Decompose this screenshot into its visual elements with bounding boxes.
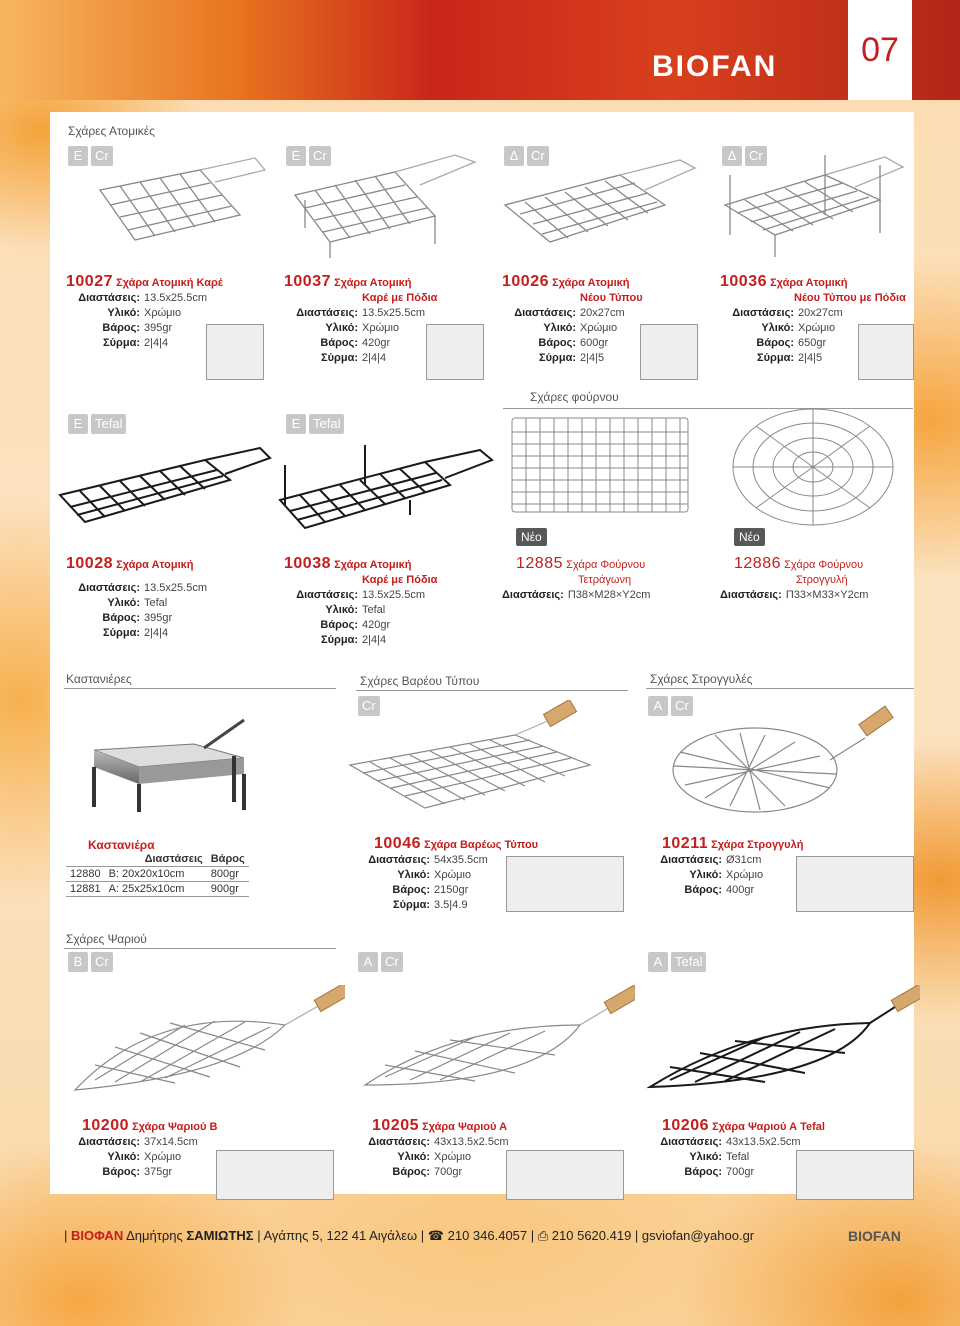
spec-label: Υλικό:: [107, 1151, 140, 1163]
spec-value: 600gr: [580, 337, 609, 349]
divider: [64, 688, 336, 689]
footer-brand: ΒΙΟΦΑΝ: [71, 1228, 124, 1243]
footer-email[interactable]: gsviofan@yahoo.gr: [641, 1228, 755, 1243]
grill-image-10200: [65, 985, 345, 1105]
spec-label: Σύρμα:: [393, 899, 430, 911]
badge-material: Cr: [91, 146, 113, 166]
product-name-line2: Τετράγωνη: [578, 574, 632, 586]
spec-value: 37x14.5cm: [144, 1136, 198, 1148]
spec-value: 900gr: [207, 882, 249, 897]
product-code: 12886: [734, 555, 781, 572]
spec-value: 43x13.5x2.5cm: [434, 1136, 509, 1148]
spec-label: Σύρμα:: [103, 627, 140, 639]
spec-value: Χρώμιο: [726, 869, 764, 881]
badge-material: Cr: [745, 146, 767, 166]
spec-label: Υλικό:: [689, 869, 722, 881]
badge-shape: B: [68, 952, 88, 972]
product-code: 10028: [66, 555, 113, 572]
spec-label: Υλικό:: [107, 307, 140, 319]
detail-thumbnail: [796, 1150, 914, 1200]
product-code: 10200: [82, 1117, 129, 1134]
spec-value: Tefal: [362, 604, 386, 616]
spec-value: Π38×Μ28×Υ2cm: [567, 589, 651, 601]
spec-value: 700gr: [726, 1166, 755, 1178]
product-name: Σχάρα Ατομική: [334, 559, 412, 571]
spec-label: Διαστάσεις:: [78, 582, 140, 594]
product-name-line2: Καρέ με Πόδια: [362, 292, 438, 304]
grill-image-10037: [285, 150, 485, 260]
spec-value: 54x35.5cm: [434, 854, 488, 866]
detail-thumbnail: [506, 1150, 624, 1200]
badge-material: Cr: [358, 696, 380, 716]
spec-label: Σύρμα:: [321, 352, 358, 364]
material-badge: [68, 952, 113, 972]
spec-value: 13.5x25.5cm: [362, 307, 425, 319]
section-title-vareos: Σχάρες Βαρέου Τύπου: [360, 674, 480, 688]
spec-value: 2|4|4: [362, 634, 387, 646]
phone-icon: ☎: [427, 1228, 444, 1243]
spec-label: Βάρος:: [102, 612, 140, 624]
spec-value: Χρώμιο: [434, 869, 472, 881]
spec-value: 2|4|5: [580, 352, 605, 364]
spec-value: 420gr: [362, 619, 391, 631]
product-name: Σχάρα Ψαριού Α Tefal: [712, 1121, 825, 1133]
product-code: 12885: [516, 555, 563, 572]
footer-address: Αγάπης 5, 122 41 Αιγάλεω: [263, 1228, 418, 1243]
footer-owner-last: ΣΑΜΙΩΤΗΣ: [186, 1228, 254, 1243]
material-badge: [68, 414, 126, 434]
detail-thumbnail: [640, 324, 698, 380]
spec-value: Ø31cm: [726, 854, 762, 866]
badge-material: Tefal: [671, 952, 706, 972]
spec-label: Υλικό:: [397, 869, 430, 881]
product-code: 10211: [662, 835, 709, 852]
badge-shape: Δ: [504, 146, 524, 166]
spec-label: Βάρος:: [320, 337, 358, 349]
product-10026: [502, 274, 643, 366]
spec-value: 395gr: [144, 322, 173, 334]
product-name-line2: Νέου Τύπου: [580, 292, 643, 304]
detail-thumbnail: [858, 324, 914, 380]
product-code: 10027: [66, 273, 113, 290]
badge-shape: E: [68, 146, 88, 166]
spec-label: Βάρος:: [102, 322, 140, 334]
spec-label: Διαστάσεις:: [368, 854, 430, 866]
spec-value: 400gr: [726, 884, 755, 896]
product-10037: [284, 274, 437, 366]
grill-image-10211: [660, 700, 910, 820]
spec-value: 20x27cm: [580, 307, 625, 319]
spec-label: Διαστάσεις:: [368, 1136, 430, 1148]
product-name-line2: Στρογγυλή: [796, 574, 848, 586]
grill-image-10026: [500, 150, 700, 260]
product-10211: [648, 836, 803, 898]
material-badge: [648, 952, 706, 972]
product-code: 10026: [502, 273, 549, 290]
badge-shape: A: [358, 952, 378, 972]
grill-image-10038: [270, 440, 500, 550]
spec-label: Υλικό:: [689, 1151, 722, 1163]
badge-material: Cr: [527, 146, 549, 166]
spec-value: 13.5x25.5cm: [144, 292, 207, 304]
spec-value: Tefal: [726, 1151, 750, 1163]
product-name: Καστανιέρα: [88, 838, 155, 852]
oven-rack-square-image: [506, 412, 696, 518]
detail-thumbnail: [206, 324, 264, 380]
spec-label: Σύρμα:: [539, 352, 576, 364]
badge-shape: E: [286, 146, 306, 166]
spec-value: A: 25x25x10cm: [105, 882, 207, 897]
product-code: 10206: [662, 1117, 709, 1134]
grill-image-10028: [55, 440, 275, 540]
spec-label: Υλικό:: [543, 322, 576, 334]
spec-value: 650gr: [798, 337, 827, 349]
product-code: 10037: [284, 273, 331, 290]
footer-owner-first: Δημήτρης: [126, 1228, 183, 1243]
section-title-psariou: Σχάρες Ψαριού: [66, 932, 147, 946]
grill-image-10036: [715, 145, 915, 265]
spec-value: 700gr: [434, 1166, 463, 1178]
spec-value: Π33×Μ33×Υ2cm: [785, 589, 869, 601]
badge-material: Cr: [309, 146, 331, 166]
spec-value: 20x27cm: [798, 307, 843, 319]
product-name: Σχάρα Φούρνου: [784, 559, 864, 571]
spec-value: 395gr: [144, 612, 173, 624]
badge-shape: Δ: [722, 146, 742, 166]
spec-value: Tefal: [144, 597, 168, 609]
product-name: Σχάρα Ατομική: [116, 559, 194, 571]
spec-value: Χρώμιο: [144, 307, 182, 319]
spec-label: Διαστάσεις:: [732, 307, 794, 319]
spec-label: Υλικό:: [397, 1151, 430, 1163]
badge-material: Cr: [381, 952, 403, 972]
spec-label: Βάρος:: [392, 1166, 430, 1178]
product-code: 10046: [374, 835, 421, 852]
grill-image-10027: [90, 150, 270, 250]
spec-value: 2150gr: [434, 884, 469, 896]
grill-image-10046: [345, 700, 615, 820]
new-badge: Νέο: [516, 528, 547, 546]
spec-value: 13.5x25.5cm: [362, 589, 425, 601]
product-12885: [502, 556, 650, 603]
spec-value: 2|4|4: [144, 337, 169, 349]
footer-logo: BIOFAN: [848, 1228, 901, 1244]
detail-thumbnail: [796, 856, 914, 912]
chestnut-roaster-table: [66, 838, 249, 897]
spec-label: Διαστάσεις:: [660, 854, 722, 866]
spec-value: 2|4|4: [362, 352, 387, 364]
section-title-stroggyles: Σχάρες Στρογγυλές: [650, 672, 753, 686]
table-row: [66, 867, 249, 882]
spec-label: Σύρμα:: [321, 634, 358, 646]
grill-image-10205: [355, 985, 635, 1105]
spec-label: Διαστάσεις:: [78, 1136, 140, 1148]
fax-icon: ⎙: [537, 1228, 549, 1243]
spec-value: 420gr: [362, 337, 391, 349]
spec-label: Διαστάσεις:: [78, 292, 140, 304]
footer-phone[interactable]: 210 346.4057: [447, 1228, 528, 1243]
spec-value: 13.5x25.5cm: [144, 582, 207, 594]
section-title-atomikes: Σχάρες Ατομικές: [68, 124, 155, 138]
product-12886: [720, 556, 868, 603]
spec-label: Διαστάσεις:: [502, 589, 564, 601]
badge-material: Cr: [671, 696, 693, 716]
spec-label: Διαστάσεις:: [514, 307, 576, 319]
badge-shape: E: [286, 414, 306, 434]
product-code: 10205: [372, 1117, 419, 1134]
product-name: Σχάρα Ατομική: [334, 277, 412, 289]
material-badge: [358, 952, 403, 972]
new-badge: Νέο: [734, 528, 765, 546]
badge-shape: E: [68, 414, 88, 434]
table-header: Βάρος: [207, 852, 249, 867]
spec-label: Διαστάσεις:: [296, 589, 358, 601]
divider: [356, 690, 628, 691]
footer-contact: | ΒΙΟΦΑΝ Δημήτρης ΣΑΜΙΩΤΗΣ | Αγάπης 5, 122 41 Αιγάλεω | ☎ 210 346.4057 | ⎙ 210 5620.419 | gsviofan@yahoo.gr: [64, 1228, 755, 1243]
product-10028: [66, 556, 207, 641]
spec-label: Βάρος:: [756, 337, 794, 349]
product-10200: [66, 1118, 217, 1180]
product-code: 12880: [66, 867, 105, 882]
spec-label: Βάρος:: [684, 884, 722, 896]
oven-rack-round-image: [728, 405, 898, 530]
badge-shape: A: [648, 696, 668, 716]
product-name: Σχάρα Ατομική: [770, 277, 848, 289]
spec-value: B: 20x20x10cm: [105, 867, 207, 882]
footer-fax: 210 5620.419: [551, 1228, 632, 1243]
header-band: [0, 0, 960, 100]
badge-shape: A: [648, 952, 668, 972]
brand-logo: BIOFAN: [652, 50, 778, 83]
spec-label: Βάρος:: [102, 1166, 140, 1178]
product-code: 10036: [720, 273, 767, 290]
spec-label: Βάρος:: [538, 337, 576, 349]
section-title-fournou: Σχάρες φούρνου: [530, 390, 619, 404]
page-number: 07: [848, 0, 912, 100]
product-10027: [66, 274, 223, 351]
spec-label: Διαστάσεις:: [660, 1136, 722, 1148]
spec-value: 375gr: [144, 1166, 173, 1178]
product-name-line2: Νέου Τύπου με Πόδια: [794, 292, 906, 304]
spec-label: Βάρος:: [320, 619, 358, 631]
spec-label: Υλικό:: [107, 597, 140, 609]
product-name: Σχάρα Ψαριού Β: [132, 1121, 218, 1133]
spec-label: Υλικό:: [325, 322, 358, 334]
spec-label: Βάρος:: [684, 1166, 722, 1178]
divider: [646, 688, 914, 689]
spec-value: Χρώμιο: [362, 322, 400, 334]
spec-value: Χρώμιο: [434, 1151, 472, 1163]
spec-value: 800gr: [207, 867, 249, 882]
product-code: 12881: [66, 882, 105, 897]
grill-image-10206: [640, 985, 920, 1105]
detail-thumbnail: [216, 1150, 334, 1200]
product-name: Σχάρα Φούρνου: [566, 559, 646, 571]
divider: [64, 948, 336, 949]
detail-thumbnail: [506, 856, 624, 912]
material-badge: [286, 414, 344, 434]
spec-value: 2|4|4: [144, 627, 169, 639]
product-name: Σχάρα Ατομική Καρέ: [116, 277, 223, 289]
product-name: Σχάρα Στρογγυλή: [711, 839, 804, 851]
spec-label: Σύρμα:: [103, 337, 140, 349]
product-10205: [358, 1118, 509, 1180]
spec-label: Υλικό:: [761, 322, 794, 334]
badge-material: Tefal: [91, 414, 126, 434]
spec-label: Διαστάσεις:: [296, 307, 358, 319]
product-10038: [284, 556, 437, 648]
detail-thumbnail: [426, 324, 484, 380]
spec-value: 2|4|5: [798, 352, 823, 364]
chestnut-roaster-image: [84, 712, 324, 822]
product-name: Σχάρα Ψαριού Α: [422, 1121, 508, 1133]
badge-material: Tefal: [309, 414, 344, 434]
spec-value: 43x13.5x2.5cm: [726, 1136, 801, 1148]
section-title-kastanieres: Καστανιέρες: [66, 672, 132, 686]
spec-label: Διαστάσεις:: [720, 589, 782, 601]
spec-value: 3.5|4.9: [434, 899, 468, 911]
spec-value: Χρώμιο: [144, 1151, 182, 1163]
product-name-line2: Καρέ με Πόδια: [362, 574, 438, 586]
spec-label: Βάρος:: [392, 884, 430, 896]
table-row: [66, 882, 249, 897]
product-name: Σχάρα Ατομική: [552, 277, 630, 289]
spec-label: Υλικό:: [325, 604, 358, 616]
product-name: Σχάρα Βαρέως Τύπου: [424, 839, 539, 851]
product-code: 10038: [284, 555, 331, 572]
badge-material: Cr: [91, 952, 113, 972]
table-header: Διαστάσεις: [105, 852, 207, 867]
spec-value: Χρώμιο: [798, 322, 836, 334]
spec-value: Χρώμιο: [580, 322, 618, 334]
spec-label: Σύρμα:: [757, 352, 794, 364]
